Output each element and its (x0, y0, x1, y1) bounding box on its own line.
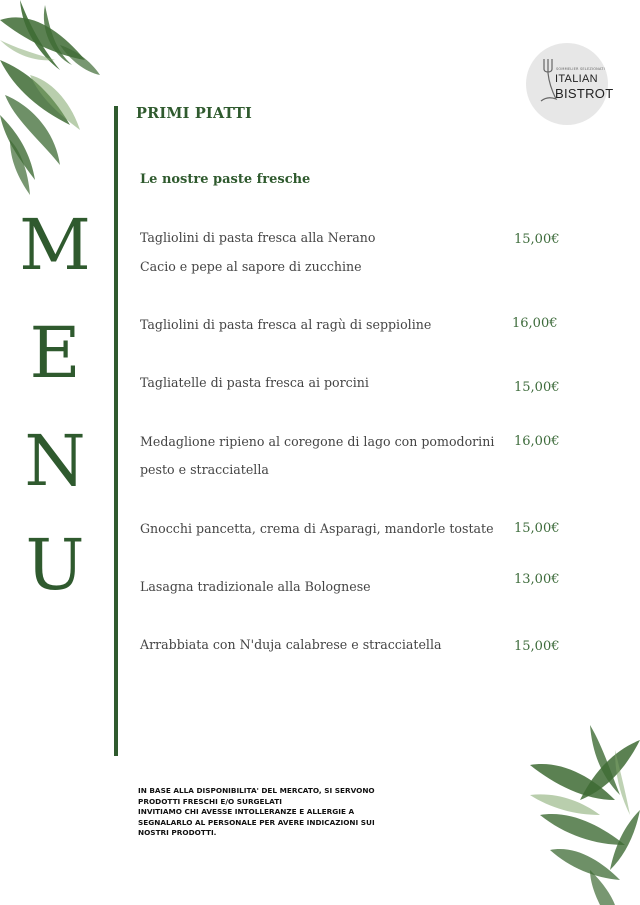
vertical-divider (114, 106, 118, 756)
dish-1-name-line1: Tagliolini di pasta fresca alla Nerano (140, 230, 376, 245)
dish-2-name: Tagliolini di pasta fresca al ragù di seppioline (140, 317, 432, 332)
notice-line-1: IN BASE ALLA DISPONIBILITA' DEL MERCATO, SI SERVONO (138, 786, 375, 795)
logo-line2: BISTROT (555, 86, 614, 101)
dish-1-name-line2: Cacio e pepe al sapore di zucchine (140, 259, 362, 274)
notice-line-5: NOSTRI PRODOTTI. (138, 828, 217, 837)
dish-7-name: Arrabbiata con N'duja calabrese e stracciatella (140, 637, 442, 652)
dish-6-price: 13,00€ (514, 572, 560, 587)
logo-badge (526, 43, 614, 125)
menu-letter-n: N (24, 420, 86, 502)
section-title: PRIMI PIATTI (136, 105, 253, 122)
section-subtitle: Le nostre paste fresche (140, 172, 311, 187)
dish-2-price: 16,00€ (512, 316, 558, 331)
logo-line1: ITALIAN (555, 73, 598, 85)
dish-4-name-line1: Medaglione ripieno al coregone di lago con pomodorini (140, 434, 495, 449)
dish-4-price: 16,00€ (514, 434, 560, 449)
dish-4-name-line2: pesto e stracciatella (140, 462, 269, 477)
allergy-notice (138, 786, 408, 839)
menu-letter-u: U (25, 524, 85, 606)
dish-5-price: 15,00€ (514, 521, 560, 536)
menu-letter-e: E (29, 312, 81, 394)
notice-line-4: SEGNALARLO AL PERSONALE PER AVERE INDICAZIONI SUI (138, 817, 375, 827)
notice-line-2: PRODOTTI FRESCHI E/O SURGELATI (138, 796, 282, 806)
dish-5-name: Gnocchi pancetta, crema di Asparagi, mandorle tostate (140, 521, 494, 536)
menu-letter-m: M (19, 204, 91, 286)
dish-3-price: 15,00€ (514, 380, 560, 395)
notice-line-3: INVITIAMO CHI AVESSE INTOLLERANZE E ALLERGIE A (138, 807, 355, 816)
olive-leaves-top-left (0, 0, 110, 200)
dish-3-name: Tagliatelle di pasta fresca ai porcini (140, 375, 369, 390)
dish-7-price: 15,00€ (514, 639, 560, 654)
dish-1-price: 15,00€ (514, 232, 560, 247)
olive-leaves-bottom-right (530, 720, 640, 905)
logo-tagline: SOMMELIER SELEZIONATI (556, 67, 605, 71)
dish-6-name: Lasagna tradizionale alla Bolognese (140, 579, 371, 594)
